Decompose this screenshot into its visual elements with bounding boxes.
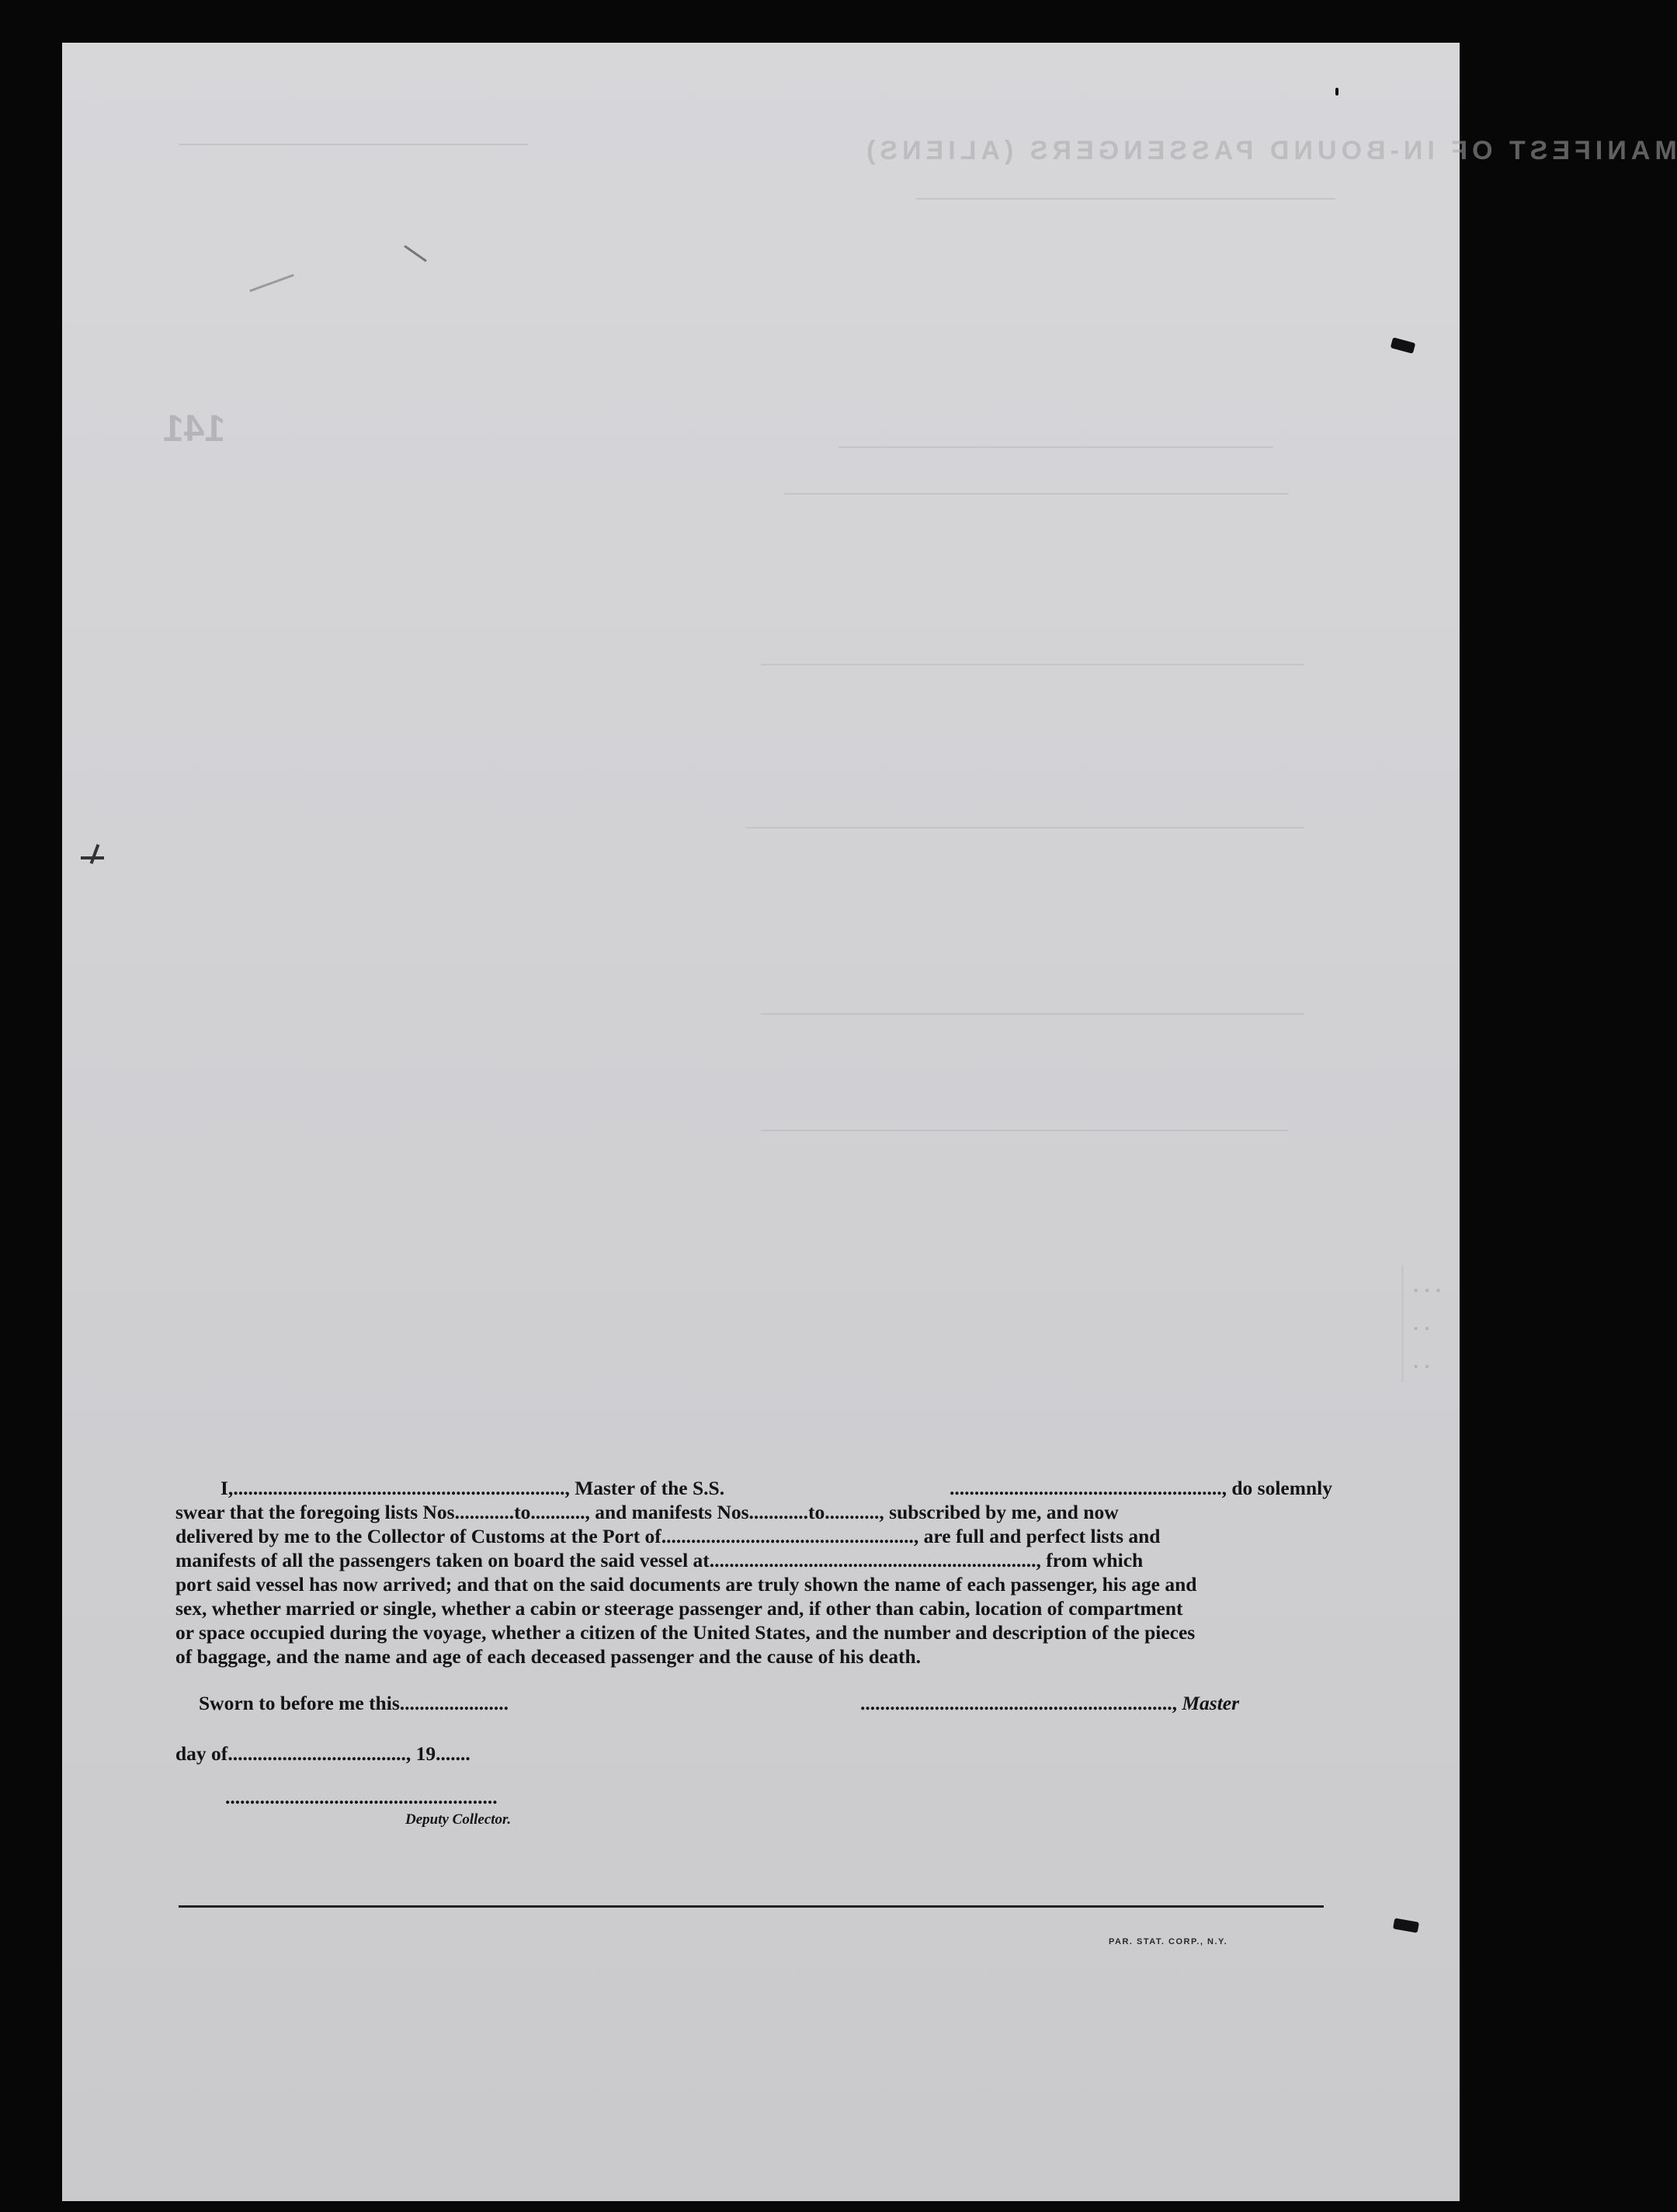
document-page bbox=[62, 43, 1677, 2201]
day-year-blank: ...................................., 19....... bbox=[227, 1742, 470, 1765]
day-label: day of bbox=[175, 1742, 228, 1765]
binding-mark bbox=[1393, 1918, 1419, 1932]
ghost-rule bbox=[784, 493, 1289, 495]
stamp-mark: . . bbox=[1413, 1311, 1430, 1335]
sworn-label: Sworn to before me this bbox=[199, 1692, 400, 1714]
oath-line-7: or space occupied during the voyage, whether a citizen of the United States, and the number and description of the pieces bbox=[175, 1621, 1196, 1644]
oath-line-1 bbox=[175, 1476, 1332, 1500]
ghost-rule bbox=[179, 144, 528, 145]
stamp-mark: . . . bbox=[1413, 1273, 1442, 1297]
ghost-rule bbox=[745, 827, 1304, 828]
ghost-rule bbox=[761, 1013, 1304, 1015]
ghost-rule bbox=[916, 198, 1335, 200]
oath-line-3: delivered by me to the Collector of Customs at the Port of..................................................., are full and perfect lists and bbox=[175, 1525, 1161, 1547]
ghost-manifest-title: MANIFEST OF IN-BOUND PASSENGERS (ALIENS) bbox=[862, 136, 1677, 165]
sworn-date-blank: ...................... bbox=[399, 1692, 509, 1714]
pen-stroke bbox=[249, 274, 293, 292]
oath-pronoun: I, bbox=[220, 1477, 234, 1499]
oath-master-blank: ..................................................................., Master of the S.S. bbox=[233, 1477, 725, 1499]
pen-stroke bbox=[404, 245, 427, 262]
binding-mark bbox=[1391, 337, 1416, 353]
sworn-line bbox=[199, 1692, 509, 1715]
deputy-collector-label: Deputy Collector. bbox=[405, 1811, 512, 1828]
ghost-rule bbox=[838, 446, 1273, 448]
ghost-rule bbox=[761, 1130, 1289, 1131]
oath-line-4: manifests of all the passengers taken on board the said vessel at.................................................................., from which bbox=[175, 1549, 1144, 1571]
oath-paragraph bbox=[175, 1476, 1332, 1669]
day-line bbox=[175, 1742, 470, 1766]
master-label: Master bbox=[1182, 1692, 1240, 1714]
stamp-mark: . . bbox=[1413, 1349, 1430, 1373]
ghost-rule bbox=[761, 664, 1304, 665]
oath-line-8: of baggage, and the name and age of each deceased passenger and the cause of his death. bbox=[175, 1645, 922, 1668]
received-stamp bbox=[1401, 1266, 1474, 1382]
oath-line-2: swear that the foregoing lists Nos............to..........., and manifests Nos............to..........., subscribed by me, and now bbox=[175, 1501, 1119, 1523]
master-signature-blank: ..............................................................., bbox=[860, 1692, 1177, 1714]
oath-ship-blank: ......................................................., do solemnly bbox=[949, 1477, 1332, 1499]
deputy-signature-blank: ....................................................... bbox=[225, 1786, 498, 1808]
footer-rule bbox=[179, 1905, 1324, 1908]
ghost-page-number: 141 bbox=[163, 408, 226, 450]
printer-imprint: PAR. STAT. CORP., N.Y. bbox=[1109, 1937, 1228, 1946]
pen-stroke bbox=[90, 844, 100, 864]
binding-mark bbox=[1335, 88, 1338, 95]
master-signature-line bbox=[860, 1692, 1239, 1715]
oath-line-6: sex, whether married or single, whether a cabin or steerage passenger and, if other than cabin, location of compartment bbox=[175, 1597, 1183, 1620]
oath-line-5: port said vessel has now arrived; and that on the said documents are truly shown the name of each passenger, his age and bbox=[175, 1573, 1197, 1596]
